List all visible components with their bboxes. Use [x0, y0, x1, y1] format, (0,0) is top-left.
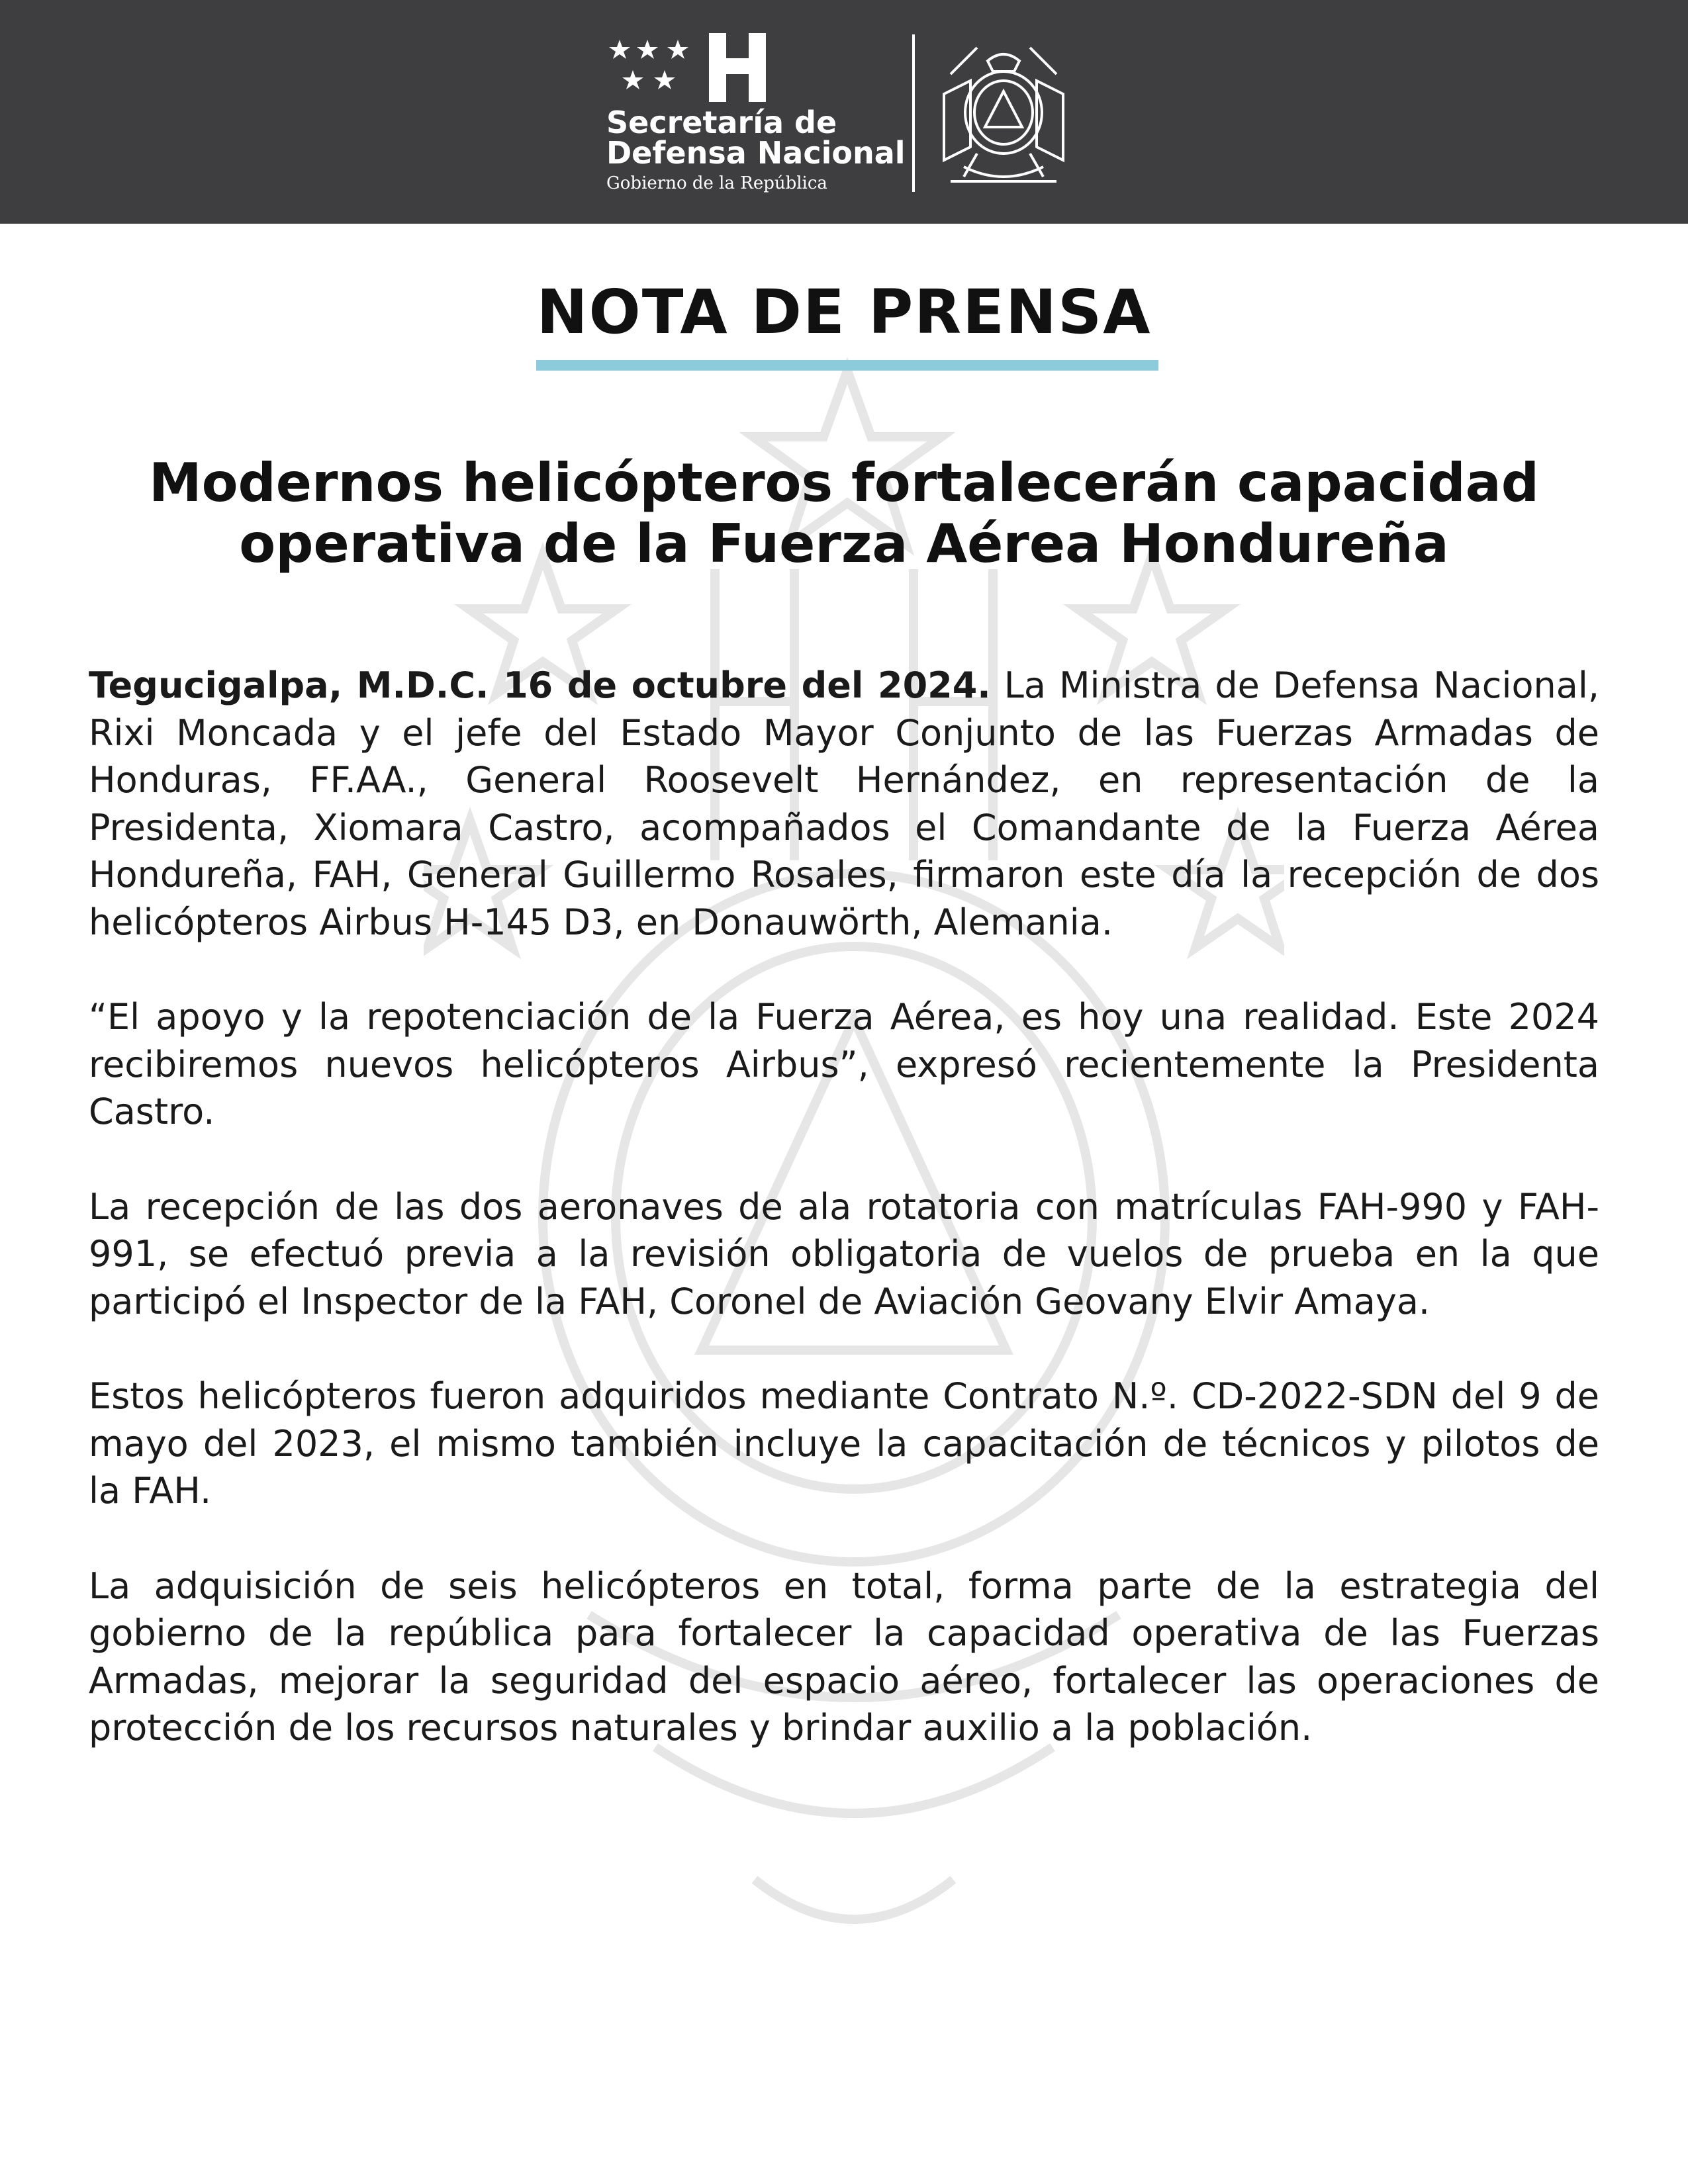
h-logo-icon	[709, 33, 769, 106]
ministry-logo	[606, 33, 911, 192]
headline-line-2: operativa de la Fuerza Aérea Hondureña	[239, 513, 1449, 574]
paragraph-1-text: La Ministra de Defensa Nacional, Rixi Moncada y el jefe del Estado Mayor Conjunto de las Fuerzas Armadas de Honduras, FF.AA., General Roosevelt Hernández, en representación de la Presidenta, Xiomara Castro, acompañados el Comandante de la Fuerza Aérea Hondureña, FAH, General Guillermo Rosales, firmaron este día la recepción de dos helicópteros Airbus H-145 D3, en Donauwörth, Alemania.	[89, 664, 1599, 943]
paragraph-1	[89, 662, 1599, 946]
page-header	[0, 0, 1688, 224]
org-name-line2: Defensa Nacional	[606, 135, 906, 171]
paragraph-5: La adquisición de seis helicópteros en total, forma parte de la estrategia del gobierno de la república para fortalecer la capacidad operativa de las Fuerzas Armadas, mejorar la seguridad del espacio aéreo, fortalecer las operaciones de protección de los recursos naturales y brindar auxilio a la población.	[89, 1565, 1599, 1749]
org-name-line1: Secretaría de	[606, 105, 837, 140]
paragraph-3: La recepción de las dos aeronaves de ala rotatoria con matrículas FAH-990 y FAH-991, se efectuó previa a la revisión obligatoria de vuelos de prueba en la que participó el Inspector de la FAH, Coronel de Aviación Geovany Elvir Amaya.	[89, 1185, 1599, 1322]
header-divider	[912, 34, 915, 192]
paragraph-2: “El apoyo y la repotenciación de la Fuerza Aérea, es hoy una realidad. Este 2024 recibiremos nuevos helicópteros Airbus”, expresó recientemente la Presidenta Castro.	[89, 996, 1599, 1132]
article-body	[89, 662, 1599, 1799]
headline-line-1: Modernos helicópteros fortalecerán capacidad	[148, 452, 1540, 514]
title-underline	[536, 360, 1158, 371]
dateline: Tegucigalpa, M.D.C. 16 de octubre del 2024.	[89, 664, 991, 706]
press-release-label: NOTA DE PRENSA	[536, 277, 1152, 347]
paragraph-4: Estos helicópteros fueron adquiridos mediante Contrato N.º. CD-2022-SDN del 9 de mayo del 2023, el mismo también incluye la capacitación de técnicos y pilotos de la FAH.	[89, 1375, 1599, 1512]
headline	[66, 453, 1622, 574]
stars-icon	[606, 38, 699, 98]
org-subtitle: Gobierno de la República	[606, 173, 827, 193]
coat-of-arms-icon	[924, 34, 1083, 193]
